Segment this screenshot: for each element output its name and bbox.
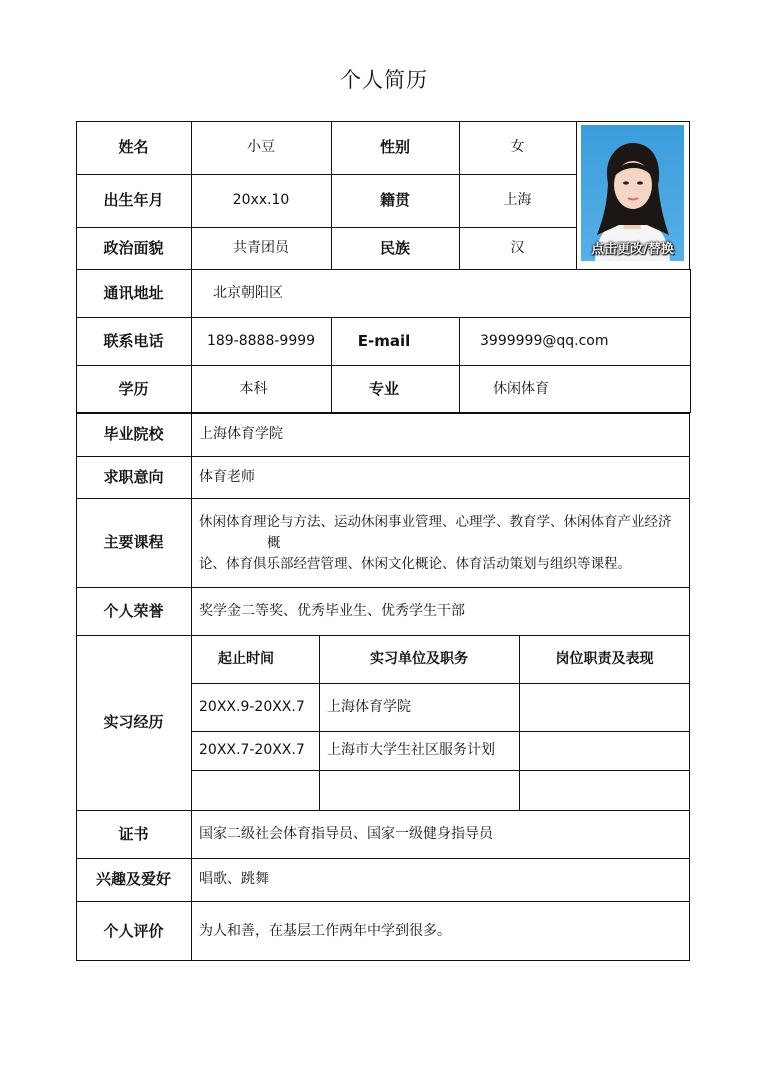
- gender-label: 性别: [379, 138, 410, 157]
- internship-label: 实习经历: [103, 713, 164, 732]
- intent-label: 求职意向: [103, 467, 164, 486]
- internship-row-3-unit[interactable]: [319, 770, 519, 810]
- birth-label: 出生年月: [103, 191, 164, 210]
- courses-label: 主要课程: [103, 533, 164, 552]
- birth-value[interactable]: 20xx.10: [232, 192, 290, 208]
- courses-value[interactable]: [191, 498, 690, 587]
- internship-row-2-period[interactable]: 20XX.7-20XX.7: [199, 742, 305, 758]
- email-value[interactable]: 3999999@qq.com: [480, 332, 609, 349]
- politics-value[interactable]: 共青团员: [233, 240, 289, 256]
- degree-label: 学历: [118, 379, 149, 398]
- school-value[interactable]: 上海体育学院: [199, 426, 283, 442]
- ethnicity-label: 民族: [379, 239, 410, 258]
- courses-line-3: 论、体育俱乐部经营管理、休闲文化概论、体育活动策划与组织等课程。: [199, 555, 631, 572]
- certificates-label: 证书: [118, 824, 149, 843]
- evaluation-value[interactable]: 为人和善，在基层工作两年中学到很多。: [199, 922, 451, 939]
- internship-row-1-duties[interactable]: [519, 683, 690, 731]
- honors-value[interactable]: 奖学金二等奖、优秀毕业生、优秀学生干部: [199, 602, 465, 619]
- hobbies-label: 兴趣及爱好: [95, 870, 171, 889]
- internship-header-unit: 实习单位及职务: [370, 650, 468, 667]
- intent-value[interactable]: 体育老师: [199, 468, 255, 485]
- major-value[interactable]: 休闲体育: [493, 380, 549, 397]
- name-value[interactable]: 小豆: [247, 139, 275, 155]
- internship-row-3-period[interactable]: [191, 770, 319, 810]
- photo-change-caption[interactable]: 点击更改/替换: [591, 242, 674, 257]
- degree-value[interactable]: 本科: [239, 380, 268, 397]
- page-title: 个人简历: [340, 68, 428, 92]
- email-label: E-mail: [357, 331, 411, 350]
- politics-label: 政治面貌: [103, 239, 164, 258]
- ethnicity-value[interactable]: 汉: [510, 240, 525, 256]
- school-label: 毕业院校: [103, 425, 164, 444]
- name-label: 姓名: [118, 138, 149, 157]
- major-label: 专业: [368, 379, 399, 398]
- internship-row-1-unit[interactable]: 上海体育学院: [327, 698, 411, 715]
- internship-row-2-duties[interactable]: [519, 731, 690, 770]
- profile-photo[interactable]: [581, 125, 684, 261]
- evaluation-label: 个人评价: [103, 921, 164, 940]
- phone-value[interactable]: 189-8888-9999: [206, 332, 316, 349]
- internship-row-1-period[interactable]: 20XX.9-20XX.7: [199, 698, 305, 715]
- internship-header-period: 起止时间: [218, 650, 274, 667]
- address-label: 通讯地址: [103, 283, 164, 302]
- origin-value[interactable]: 上海: [503, 192, 532, 208]
- origin-label: 籍贯: [379, 191, 410, 210]
- gender-value[interactable]: 女: [510, 139, 525, 155]
- hobbies-value[interactable]: 唱歌、跳舞: [199, 871, 269, 887]
- honors-label: 个人荣誉: [103, 601, 164, 620]
- courses-line-1: 休闲体育理论与方法、运动休闲事业管理、心理学、教育学、休闲体育产业经济: [199, 514, 672, 530]
- certificates-value[interactable]: 国家二级社会体育指导员、国家一级健身指导员: [199, 825, 493, 842]
- address-value[interactable]: 北京朝阳区: [213, 284, 283, 301]
- internship-row-2-unit[interactable]: 上海市大学生社区服务计划: [327, 742, 495, 758]
- phone-label: 联系电话: [103, 331, 164, 350]
- internship-header-duties: 岗位职责及表现: [555, 650, 654, 667]
- internship-row-3-duties[interactable]: [519, 770, 690, 810]
- courses-line-2: 概: [267, 534, 281, 551]
